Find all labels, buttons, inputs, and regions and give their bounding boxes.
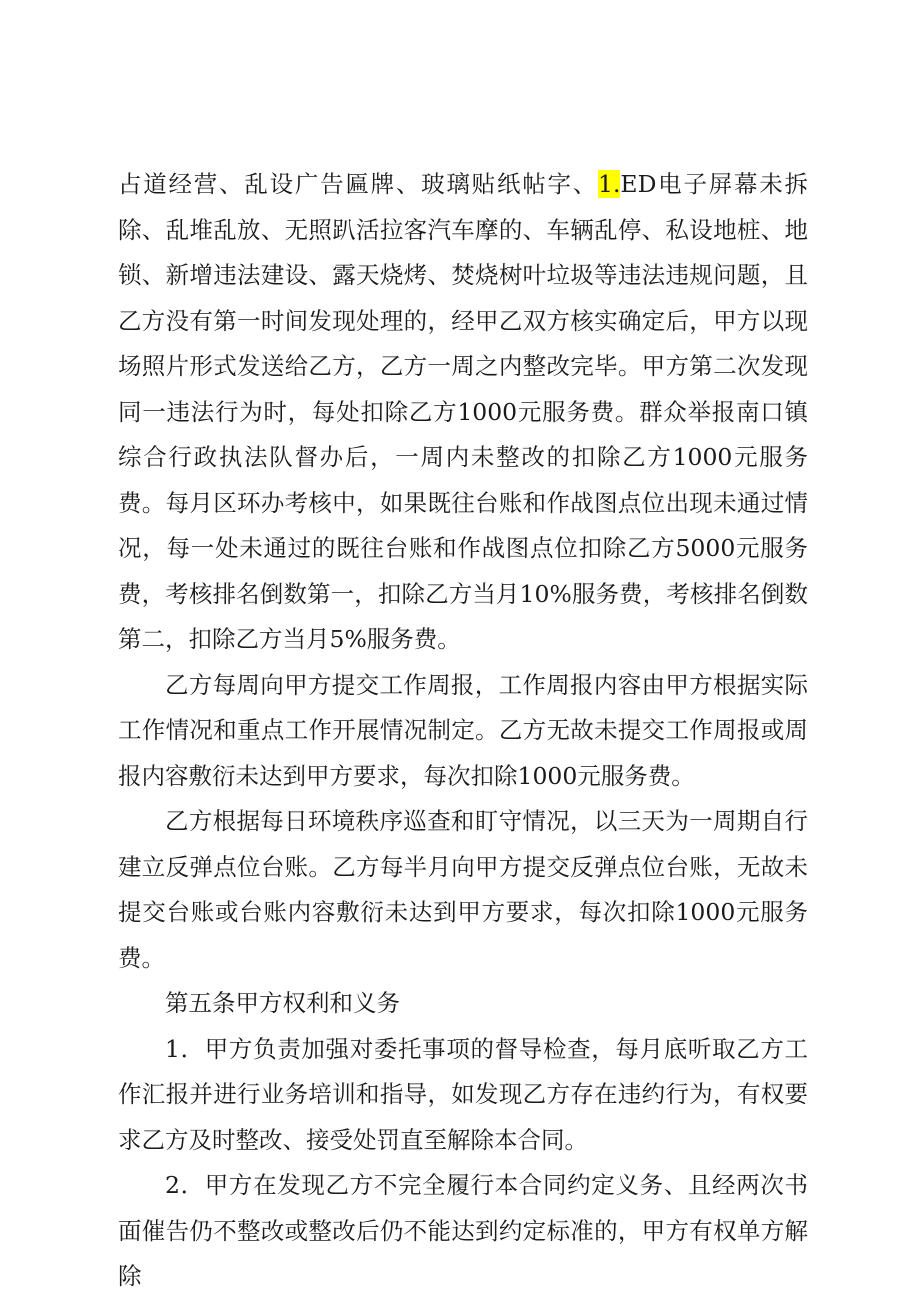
paragraph-rebound-ledger: 乙方根据每日环境秩序巡查和盯守情况，以三天为一周期自行建立反弹点位台账。乙方每半月向甲方提交反弹点位台账，无故未提交台账或台账内容敷衍未达到甲方要求，每次扣除1000元服务费。 xyxy=(118,807,808,972)
clause-one: 1．甲方负责加强对委托事项的督导检查，每月底听取乙方工作汇报并进行业务培训和指导，如发现乙方存在违约行为，有权要求乙方及时整改、接受处罚直至解除本合同。 xyxy=(118,1034,808,1154)
paragraph-text-start: 占道经营、乱设广告匾牌、玻璃贴纸帖字、 xyxy=(118,170,598,198)
highlighted-text: 1. xyxy=(598,170,621,198)
document-body xyxy=(118,162,808,1300)
paragraph-penalty-rules xyxy=(118,162,808,663)
paragraph-text-rest: ED电子屏幕未拆除、乱堆乱放、无照趴活拉客汽车摩的、车辆乱停、私设地桩、地锁、新增违法建设、露天烧烤、焚烧树叶垃圾等违法违规问题，且乙方没有第一时间发现处理的，经甲乙双方核实确定后，甲方以现场照片形式发送给乙方，乙方一周之内整改完毕。甲方第二次发现同一违法行为时，每处扣除乙方1000元服务费。群众举报南口镇综合行政执法队督办后，一周内未整改的扣除乙方1000元服务费。每月区环办考核中，如果既往台账和作战图点位出现未通过情况，每一处未通过的既往台账和作战图点位扣除乙方5000元服务费，考核排名倒数第一，扣除乙方当月10%服务费，考核排名倒数第二，扣除乙方当月5%服务费。 xyxy=(118,170,808,653)
paragraph-weekly-report: 乙方每周向甲方提交工作周报，工作周报内容由甲方根据实际工作情况和重点工作开展情况制定。乙方无故未提交工作周报或周报内容敷衍未达到甲方要求，每次扣除1000元服务费。 xyxy=(118,670,808,790)
section-heading-article-five: 第五条甲方权利和义务 xyxy=(165,989,400,1017)
clause-two: 2．甲方在发现乙方不完全履行本合同约定义务、且经两次书面催告仍不整改或整改后仍不能达到约定标准的，甲方有权单方解除 xyxy=(118,1171,808,1290)
